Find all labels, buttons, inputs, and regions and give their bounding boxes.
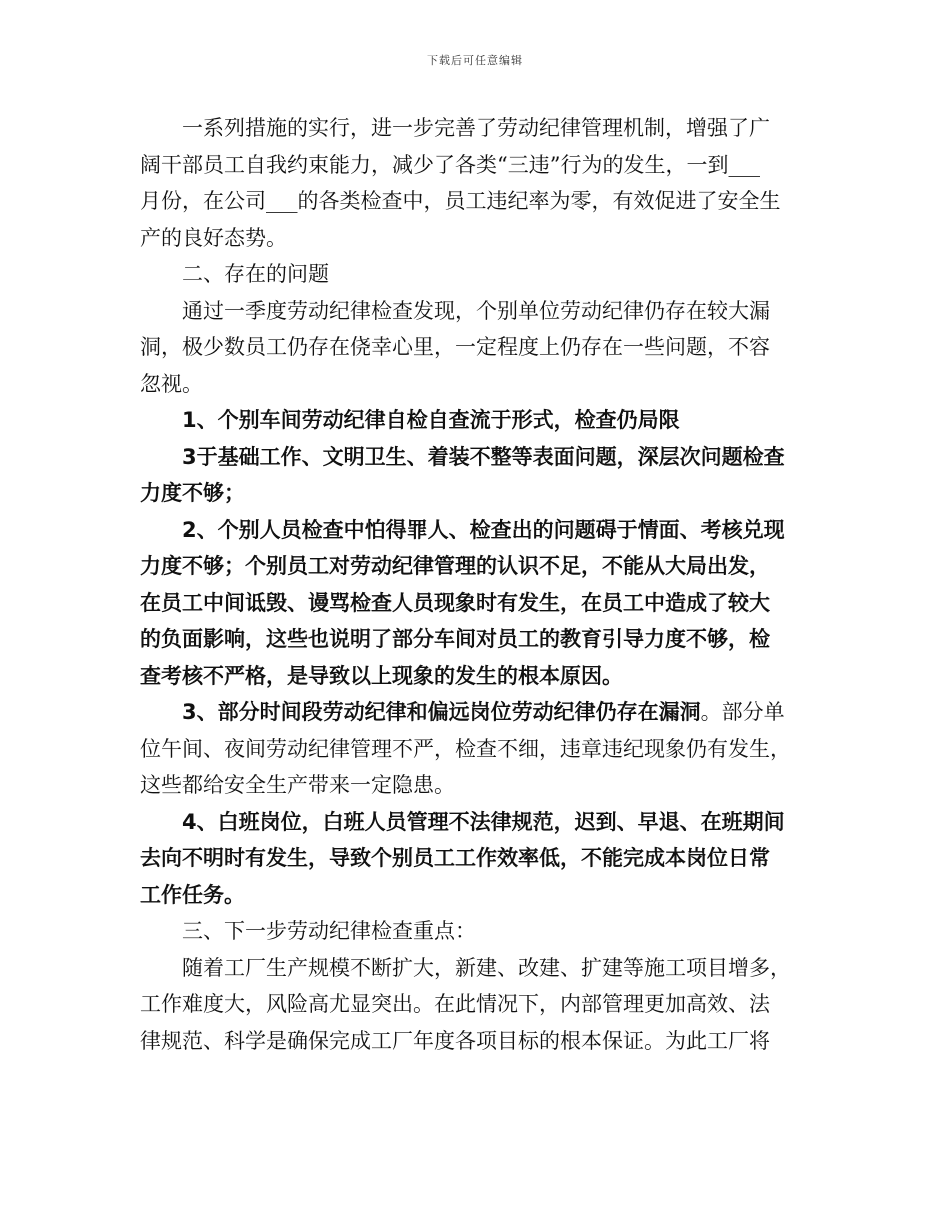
paragraph-1-line-1: 一系列措施的实行，进一步完善了劳动纪律管理机制，增强了广 bbox=[182, 116, 770, 140]
item-2-line-5: 查考核不严格，是导致以上现象的发生的根本原因。 bbox=[140, 663, 623, 688]
paragraph-2-line-1: 通过一季度劳动纪律检查发现，个别单位劳动纪律仍存在较大漏 bbox=[182, 298, 770, 323]
item-4-line-1: 4、白班岗位，白班人员管理不法律规范，迟到、早退、在班期间 bbox=[182, 809, 785, 834]
paragraph-2-line-3: 忽视。 bbox=[140, 371, 203, 396]
item-3-line-2: 位午间、夜间劳动纪律管理不严，检查不细，违章违纪现象仍有发生， bbox=[140, 736, 791, 761]
paragraph-3-line-2: 工作难度大，风险高尤显突出。在此情况下，内部管理更加高效、法 bbox=[140, 992, 770, 1016]
paragraph-3-line-3: 律规范、科学是确保完成工厂年度各项目标的根本保证。为此工厂将 bbox=[140, 1028, 770, 1053]
item-4-line-3: 工作任务。 bbox=[140, 882, 245, 907]
item-2-line-1: 2、个别人员检查中怕得罪人、检查出的问题碍于情面、考核兑现 bbox=[182, 517, 785, 542]
item-2-line-3: 在员工中间诋毁、谩骂检查人员现象时有发生，在员工中造成了较大 bbox=[140, 590, 770, 615]
item-4-line-2: 去向不明时有发生，导致个别员工工作效率低，不能完成本岗位日常 bbox=[140, 846, 770, 870]
paragraph-1-line-3: 月份，在公司___的各类检查中，员工违纪率为零，有效促进了安全生 bbox=[140, 189, 781, 213]
paragraph-1-line-4: 产的良好态势。 bbox=[140, 225, 287, 250]
item-3-line-1 bbox=[140, 694, 810, 731]
item-3-title: 3、部分时间段劳动纪律和偏远岗位劳动纪律仍存在漏洞 bbox=[182, 700, 701, 724]
item-1-title: 1、个别车间劳动纪律自检自查流于形式，检查仍局限 bbox=[182, 408, 680, 432]
item-1-line-2: 力度不够； bbox=[140, 481, 245, 505]
section-heading-3: 三、下一步劳动纪律检查重点： bbox=[182, 919, 476, 943]
item-2-line-2: 力度不够；个别员工对劳动纪律管理的认识不足，不能从大局出发， bbox=[140, 554, 770, 578]
page-header: 下载后可任意编辑 bbox=[427, 54, 523, 67]
paragraph-2-line-2: 洞，极少数员工仍存在侥幸心里，一定程度上仍存在一些问题，不容 bbox=[140, 335, 770, 359]
item-3-continuation: 。部分单 bbox=[700, 700, 785, 724]
item-1-line-1: 3于基础工作、文明卫生、着装不整等表面问题，深层次问题检查 bbox=[182, 444, 785, 469]
section-heading-2: 二、存在的问题 bbox=[182, 262, 329, 286]
document-body bbox=[140, 110, 810, 1059]
paragraph-1-line-2: 阔干部员工自我约束能力，减少了各类“三违”行为的发生，一到___ bbox=[140, 152, 760, 177]
item-2-line-4: 的负面影响，这些也说明了部分车间对员工的教育引导力度不够，检 bbox=[140, 627, 770, 651]
paragraph-3-line-1: 随着工厂生产规模不断扩大，新建、改建、扩建等施工项目增多， bbox=[182, 955, 791, 980]
item-3-line-3: 这些都给安全生产带来一定隐患。 bbox=[140, 773, 455, 797]
